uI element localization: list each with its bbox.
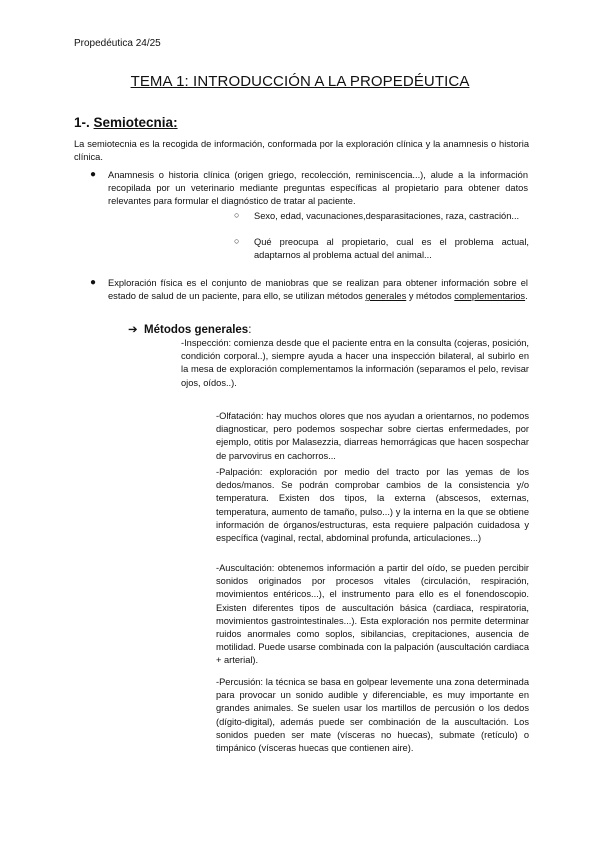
arrow-icon: ➔	[128, 324, 138, 336]
section-title: Semiotecnia	[93, 115, 174, 130]
exploracion-text-end: .	[525, 291, 528, 302]
metodos-label: Métodos generales	[144, 324, 249, 336]
section-colon: :	[173, 115, 178, 130]
complementarios-underlined: complementarios	[454, 291, 526, 302]
sub-bullet-marker: ○	[234, 210, 240, 220]
percusion-paragraph: -Percusión: la técnica se basa en golpear levemente una zona determinada para provocar un sonido audible y diferenciable, es muy importante en grandes animales. Se suelen usar los martillos de percusión o los dedos (dígito-digital), además puede ser combinación de la auscultación. Los sonidos pueden ser mate (vísceras no huecas), submate (retículo) o timpánico (vísceras huecas que contienen aire).	[216, 677, 529, 754]
section-number: 1-.	[74, 115, 90, 130]
anamnesis-paragraph: Anamnesis o historia clínica (origen griego, recolección, reminiscencia...), alude a la información recopilada por un veterinario mediante preguntas específicas al propietario para obtener datos relevantes para formular el diagnóstico de tratar al paciente.	[108, 170, 528, 207]
exploracion-paragraph	[108, 277, 528, 303]
anamnesis-subitem: Sexo, edad, vacunaciones,desparasitaciones, raza, castración...	[254, 211, 520, 221]
anamnesis-subitem: Qué preocupa al propietario, cual es el problema actual, adaptarnos al problema actual del animal...	[254, 237, 529, 261]
page-title: TEMA 1: INTRODUCCIÓN A LA PROPEDÉUTICA	[130, 73, 470, 90]
metodos-colon: :	[248, 324, 252, 336]
sub-bullet-marker: ○	[234, 236, 240, 246]
bullet-marker: ●	[90, 169, 97, 180]
inspeccion-paragraph: -Inspección: comienza desde que el paciente entra en la consulta (cojeras, posición, condición corporal..), siempre ayuda a hacer una inspección bilateral, al subirlo en la mesa de exploración complementamos la información (separamos el pelo, revisar ojos, oídos..).	[181, 338, 529, 388]
section-heading	[74, 115, 178, 130]
bullet-marker: ●	[90, 277, 97, 288]
metodos-generales-heading	[128, 322, 251, 336]
auscultacion-paragraph: -Auscultación: obtenemos información a partir del oído, se pueden percibir sonidos originados por procesos vitales (circulación, respiración, movimientos entéricos...), el instrumento para ello es el fonendoscopio. Existen diferentes tipos de auscultación básica (cardiaca, respiratoria, movimientos gastrointestinales...). Esta exploración nos permite determinar ruidos anormales como soplos, sibilancias, crepitaciones, ausencia de motilidad. Puede usarse combinada con la palpación (auscultación cardiaca + arterial).	[216, 563, 529, 666]
exploracion-text-mid: y métodos	[406, 291, 455, 302]
intro-paragraph: La semiotecnia es la recogida de información, conformada por la exploración clínica y la anamnesis o historia clínica.	[74, 139, 529, 163]
generales-underlined: generales	[365, 291, 407, 302]
exploracion-text: Exploración física es el conjunto de maniobras que se realizan para obtener información sobre el estado de salud de un paciente, para ello, se utilizan métodos	[108, 278, 528, 302]
palpacion-paragraph: -Palpación: exploración por medio del tracto por las yemas de los dedos/manos. Se podrán comprobar cambios de la consistencia y/o temperatura. Existen dos tipos, la externa (abscesos, externas, temperatura, aumento de tamaño, pulso...) y la interna en la que se obtiene información de órganos/estructuras, esta requiere palpación cuidadosa y específica (vaginal, rectal, abdominal profunda, articulaciones...)	[216, 467, 529, 544]
page-header: Propedéutica 24/25	[74, 38, 161, 49]
olfatacion-paragraph: -Olfatación: hay muchos olores que nos ayudan a orientarnos, no podemos diagnosticar, pero podemos sospechar sobre ciertas enfermedades, por ejemplo, otitis por Malasezzia, diarreas hemorrágicas que hacen sospechar de parvovirus en cachorros...	[216, 411, 529, 461]
